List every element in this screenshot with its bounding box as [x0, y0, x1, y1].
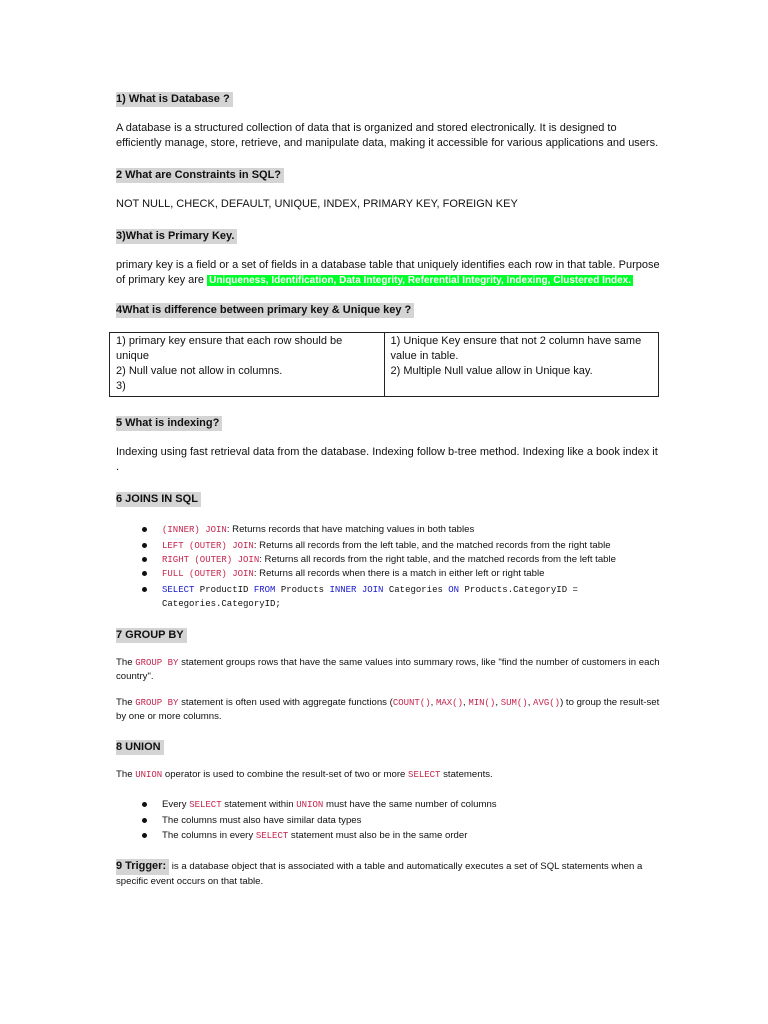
bullet-icon: [142, 587, 147, 592]
q4-heading: 4What is difference between primary key & Unique key ?: [116, 303, 414, 318]
table-row: [110, 333, 659, 397]
q2-body: NOT NULL, CHECK, DEFAULT, UNIQUE, INDEX, PRIMARY KEY, FOREIGN KEY: [116, 198, 518, 210]
list-item: LEFT (OUTER) JOIN: Returns all records from the left table, and the matched records from the right table: [162, 539, 661, 553]
q3-highlight: Uniqueness, Identification, Data Integrity, Referential Integrity, Indexing, Clustered Index.: [209, 275, 632, 286]
comparison-table: [109, 332, 659, 397]
list-item: The columns must also have similar data types: [162, 814, 661, 827]
q2-heading: 2 What are Constraints in SQL?: [116, 168, 284, 183]
list-item: 1) Unique Key ensure that not 2 column have same value in table.: [390, 335, 642, 362]
q1-heading: 1) What is Database ?: [116, 92, 233, 107]
q9-para: 9 Trigger: is a database object that is associated with a table and automatically executes a set of SQL statements when a specific event occurs on that table.: [116, 860, 643, 887]
q3-body: primary key is a field or a set of fields in a database table that uniquely identifies each row in that table. Purpose of primary key are Uniqueness, Identification, Data Integrity, Referential Integrity, Indexing, Clustered Index.: [116, 259, 660, 286]
bullet-icon: [142, 557, 147, 562]
list-item: 3): [116, 380, 126, 392]
joins-list: [116, 523, 661, 611]
union-rules-list: [116, 798, 661, 843]
q5-heading: 5 What is indexing?: [116, 416, 222, 431]
bullet-icon: [142, 571, 147, 576]
list-item: RIGHT (OUTER) JOIN: Returns all records from the right table, and the matched records from the left table: [162, 553, 661, 567]
q3-heading: 3)What is Primary Key.: [116, 229, 237, 244]
list-item: Every SELECT statement within UNION must have the same number of columns: [162, 798, 661, 812]
q7-heading: 7 GROUP BY: [116, 628, 187, 643]
list-item: FULL (OUTER) JOIN: Returns all records when there is a match in either left or right table: [162, 567, 661, 581]
primary-key-cell: [110, 333, 385, 397]
sql-example: SELECT ProductID FROM Products INNER JOIN Categories ON Products.CategoryID = Categories.CategoryID;: [162, 585, 578, 609]
q9-heading: 9 Trigger:: [116, 859, 169, 875]
q6-heading: 6 JOINS IN SQL: [116, 492, 201, 507]
q5-body: Indexing using fast retrieval data from the database. Indexing follow b-tree method. Indexing like a book index it .: [116, 446, 658, 473]
unique-key-cell: [384, 333, 659, 397]
q7-para-2: The GROUP BY statement is often used with aggregate functions (COUNT(), MAX(), MIN(), SUM(), AVG()) to group the result-set by one or more columns.: [116, 697, 660, 722]
bullet-icon: [142, 543, 147, 548]
bullet-icon: [142, 818, 147, 823]
list-item: 2) Null value not allow in columns.: [116, 365, 283, 377]
bullet-icon: [142, 802, 147, 807]
q8-heading: 8 UNION: [116, 740, 164, 755]
q8-para: The UNION operator is used to combine the result-set of two or more SELECT statements.: [116, 769, 493, 780]
list-item: (INNER) JOIN: Returns records that have matching values in both tables: [162, 523, 661, 537]
bullet-icon: [142, 833, 147, 838]
list-item: The columns in every SELECT statement must also be in the same order: [162, 829, 661, 843]
list-item: 2) Multiple Null value allow in Unique kay.: [390, 365, 593, 377]
list-item: [162, 583, 661, 611]
q1-body: A database is a structured collection of data that is organized and stored electronically. It is designed to efficiently manage, store, retrieve, and manipulate data, making it accessible for various applications and users.: [116, 122, 659, 149]
list-item: 1) primary key ensure that each row should be unique: [116, 335, 343, 362]
document-page: [116, 87, 661, 888]
bullet-icon: [142, 527, 147, 532]
q7-para-1: The GROUP BY statement groups rows that have the same values into summary rows, like "find the number of customers in each country".: [116, 657, 660, 682]
